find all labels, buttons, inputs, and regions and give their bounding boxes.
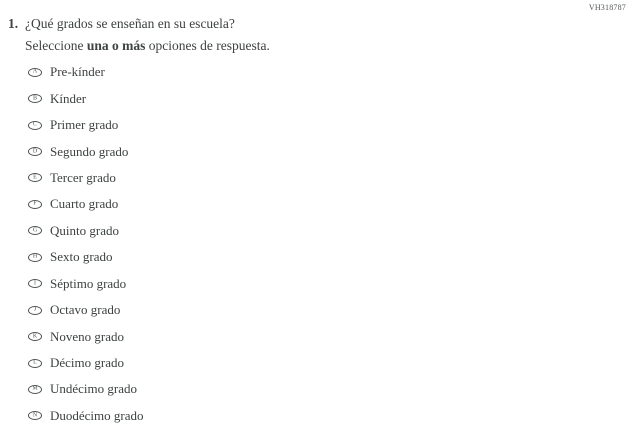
oval-letter: D [32, 148, 38, 155]
response-oval-icon[interactable] [28, 68, 42, 77]
oval-letter: G [32, 227, 38, 234]
option-row-sexto-grado[interactable] [28, 244, 144, 270]
option-label: Sexto grado [50, 249, 113, 265]
option-label: Quinto grado [50, 222, 119, 238]
oval-letter: K [32, 333, 38, 340]
response-oval-icon[interactable] [28, 226, 42, 235]
question-text: ¿Qué grados se enseñan en su escuela? [25, 16, 235, 31]
option-row-tercer-grado[interactable] [28, 165, 144, 191]
response-oval-icon[interactable] [28, 306, 42, 315]
response-oval-icon[interactable] [28, 359, 42, 368]
option-label: Noveno grado [50, 328, 125, 344]
response-oval-icon[interactable] [28, 147, 42, 156]
response-oval-icon[interactable] [28, 121, 42, 130]
option-label: Séptimo grado [50, 275, 127, 291]
oval-letter: A [32, 68, 38, 75]
response-oval-icon[interactable] [28, 385, 42, 394]
option-label: Cuarto grado [50, 196, 119, 212]
option-label: Undécimo grado [50, 381, 138, 397]
option-label: Pre-kínder [50, 64, 105, 80]
instruction-prefix: Seleccione [25, 38, 87, 53]
oval-letter: C [32, 121, 37, 128]
option-row-septimo-grado[interactable] [28, 271, 144, 297]
instruction-bold: una o más [86, 38, 146, 53]
oval-letter: L [33, 359, 37, 366]
option-row-quinto-grado[interactable] [28, 218, 144, 244]
option-row-segundo-grado[interactable] [28, 138, 144, 164]
oval-letter: F [33, 200, 37, 207]
oval-letter: J [33, 306, 37, 313]
option-label: Tercer grado [50, 169, 116, 185]
oval-letter: I [34, 280, 36, 287]
option-row-noveno-grado[interactable] [28, 323, 144, 349]
option-label: Primer grado [50, 117, 119, 133]
option-label: Décimo grado [50, 355, 125, 371]
option-row-primer-grado[interactable] [28, 112, 144, 138]
option-row-undecimo-grado[interactable] [28, 376, 144, 402]
oval-letter: M [32, 385, 38, 392]
option-label: Octavo grado [50, 302, 121, 318]
option-label: Segundo grado [50, 143, 129, 159]
response-oval-icon[interactable] [28, 200, 42, 209]
response-oval-icon[interactable] [28, 253, 42, 262]
response-oval-icon[interactable] [28, 279, 42, 288]
response-oval-icon[interactable] [28, 411, 42, 420]
oval-letter: N [32, 412, 38, 419]
option-row-kinder[interactable] [28, 85, 144, 111]
response-oval-icon[interactable] [28, 94, 42, 103]
response-oval-icon[interactable] [28, 332, 42, 341]
option-label: Duodécimo grado [50, 407, 144, 423]
option-label: Kínder [50, 90, 87, 106]
oval-letter: H [32, 253, 38, 260]
instruction-text [25, 38, 270, 53]
item-id-label: VH318787 [588, 3, 626, 12]
option-row-octavo-grado[interactable] [28, 297, 144, 323]
option-row-duodecimo-grado[interactable] [28, 403, 144, 429]
question [8, 16, 235, 31]
oval-letter: B [32, 95, 37, 102]
question-number: 1. [8, 16, 19, 31]
option-row-pre-kinder[interactable] [28, 59, 144, 85]
instruction-suffix: opciones de respuesta. [145, 38, 270, 53]
oval-letter: E [33, 174, 37, 181]
response-oval-icon[interactable] [28, 173, 42, 182]
option-row-decimo-grado[interactable] [28, 350, 144, 376]
option-row-cuarto-grado[interactable] [28, 191, 144, 217]
options-list [28, 59, 144, 429]
